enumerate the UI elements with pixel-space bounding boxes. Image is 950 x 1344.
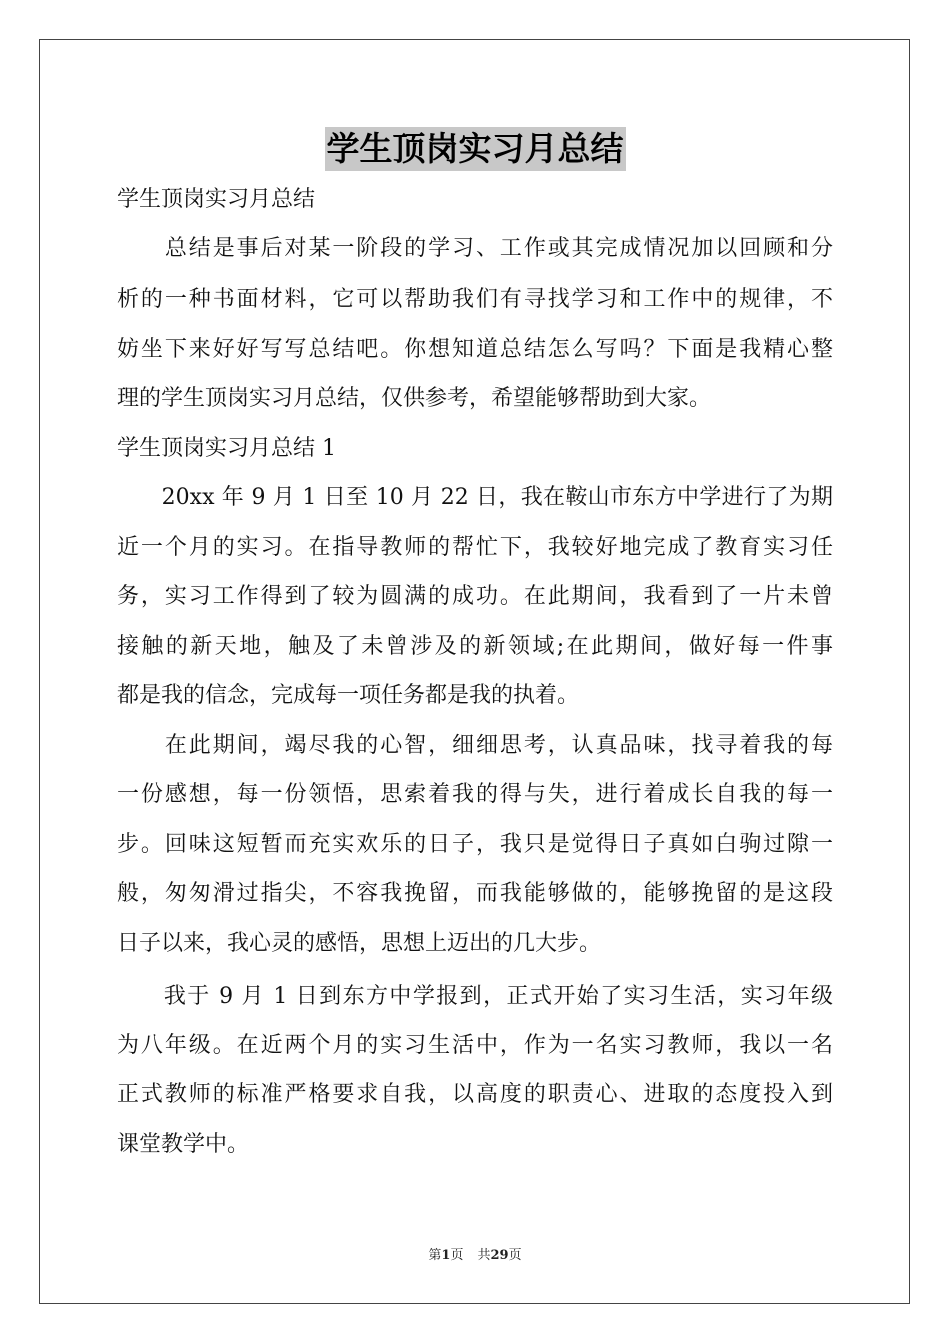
body-line: 接触的新天地，触及了未曾涉及的新领域;在此期间，做好每一件事 (117, 634, 833, 659)
body-line: 步。回味这短暂而充实欢乐的日子，我只是觉得日子真如白驹过隙一 (117, 832, 833, 857)
body-line: 我于 9 月 1 日到东方中学报到，正式开始了实习生活，实习年级 (117, 984, 833, 1009)
page-current: 1 (441, 1248, 451, 1263)
body-line: 析的一种书面材料，它可以帮助我们有寻找学习和工作中的规律，不 (117, 287, 833, 312)
body-line: 日子以来，我心灵的感悟，思想上迈出的几大步。 (117, 931, 602, 956)
page-total: 29 (490, 1248, 509, 1263)
document-title: 学生顶岗实习月总结 (325, 127, 626, 171)
total-unit: 页 (508, 1248, 522, 1263)
body-line: 理的学生顶岗实习月总结，仅供参考，希望能够帮助到大家。 (117, 386, 712, 411)
body-line: 一份感想，每一份领悟，思索着我的得与失，进行着成长自我的每一 (117, 782, 833, 807)
title-area (0, 127, 950, 171)
body-line: 近一个月的实习。在指导教师的帮忙下，我较好地完成了教育实习任 (117, 535, 833, 560)
body-line: 为八年级。在近两个月的实习生活中，作为一名实习教师，我以一名 (117, 1033, 833, 1058)
body-line: 课堂教学中。 (117, 1132, 250, 1157)
body-line: 妨坐下来好好写写总结吧。你想知道总结怎么写吗？下面是我精心整 (117, 337, 833, 362)
body-line: 学生顶岗实习月总结 1 (117, 436, 336, 461)
body-line: 在此期间，竭尽我的心智，细细思考，认真品味，找寻着我的每 (117, 733, 833, 758)
body-line: 正式教师的标准严格要求自我，以高度的职责心、进取的态度投入到 (117, 1082, 833, 1107)
body-line: 般，匆匆滑过指尖，不容我挽留，而我能够做的，能够挽留的是这段 (117, 881, 833, 906)
total-prefix: 共 (477, 1248, 491, 1263)
body-line: 总结是事后对某一阶段的学习、工作或其完成情况加以回顾和分 (117, 236, 833, 261)
body-line: 务，实习工作得到了较为圆满的成功。在此期间，我看到了一片未曾 (117, 584, 833, 609)
page-unit: 页 (450, 1248, 464, 1263)
page-border (39, 39, 910, 1304)
body-line: 都是我的信念，完成每一项任务都是我的执着。 (117, 683, 580, 708)
body-line: 20xx 年 9 月 1 日至 10 月 22 日，我在鞍山市东方中学进行了为期 (117, 485, 833, 510)
page-prefix: 第 (428, 1248, 442, 1263)
body-line: 学生顶岗实习月总结 (117, 187, 316, 212)
page-footer (0, 1247, 950, 1265)
